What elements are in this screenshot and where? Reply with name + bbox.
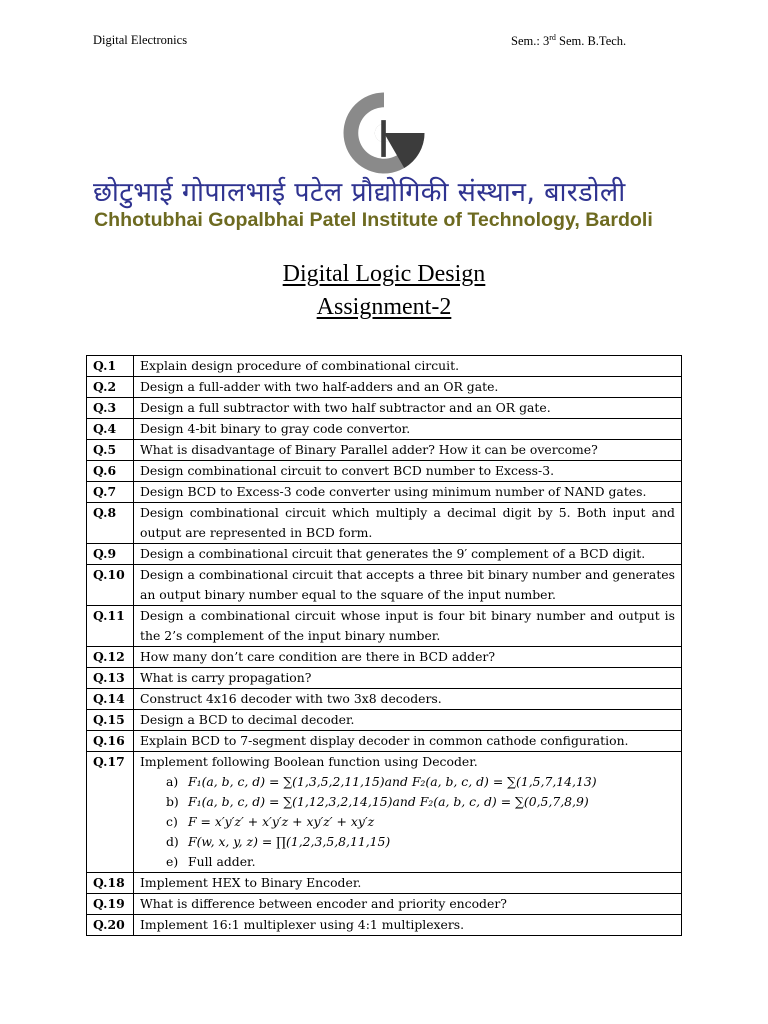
question-text: Design a full-adder with two half-adders and an OR gate. [140, 379, 499, 394]
question-row [87, 482, 682, 503]
subquestion-label: d) [166, 834, 179, 849]
question-number: Q.7 [87, 482, 134, 503]
question-text: Design a combinational circuit that generates the 9′ complement of a BCD digit. [140, 546, 646, 561]
question-text: Implement 16:1 multiplexer using 4:1 multiplexers. [140, 917, 465, 932]
question-cell [134, 668, 682, 689]
question-number: Q.2 [87, 377, 134, 398]
question-number: Q.10 [87, 565, 134, 606]
subquestion-text: F = x′y′z′ + x′y′z + xy′z′ + xy′z [188, 814, 375, 829]
question-number: Q.8 [87, 503, 134, 544]
question-number: Q.19 [87, 894, 134, 915]
subquestion-text: F₁(a, b, c, d) = ∑(1,3,5,2,11,15)and F₂(a, b, c, d) = ∑(1,5,7,14,13) [188, 774, 597, 789]
subquestion-item [166, 852, 675, 872]
question-cell [134, 482, 682, 503]
question-text: Implement HEX to Binary Encoder. [140, 875, 362, 890]
subquestion-label: c) [166, 814, 178, 829]
question-text: Explain design procedure of combinational circuit. [140, 358, 460, 373]
question-text: What is disadvantage of Binary Parallel adder? How it can be overcome? [140, 442, 598, 457]
question-number: Q.11 [87, 606, 134, 647]
question-cell [134, 544, 682, 565]
question-row [87, 565, 682, 606]
question-cell [134, 647, 682, 668]
question-row [87, 606, 682, 647]
question-text: What is carry propagation? [140, 670, 312, 685]
subquestion-text: F(w, x, y, z) = ∏(1,2,3,5,8,11,15) [188, 834, 391, 849]
document-subtitle: Assignment-2 [316, 294, 452, 320]
header-left: Digital Electronics [93, 33, 188, 47]
question-text: Design a full subtractor with two half subtractor and an OR gate. [140, 400, 551, 415]
subquestion-label: b) [166, 794, 179, 809]
question-text: Design a BCD to decimal decoder. [140, 712, 355, 727]
questions-table [86, 355, 682, 936]
subquestion-item [166, 792, 675, 812]
question-row [87, 731, 682, 752]
question-number: Q.17 [87, 752, 134, 873]
question-number: Q.4 [87, 419, 134, 440]
question-cell [134, 689, 682, 710]
question-number: Q.13 [87, 668, 134, 689]
question-cell [134, 356, 682, 377]
question-number: Q.18 [87, 873, 134, 894]
question-cell [134, 915, 682, 936]
question-cell [134, 398, 682, 419]
header-right [511, 33, 626, 49]
question-number: Q.5 [87, 440, 134, 461]
semester-sup: rd [549, 33, 556, 42]
question-cell [134, 606, 682, 647]
question-row [87, 419, 682, 440]
question-row [87, 668, 682, 689]
question-row [87, 752, 682, 873]
question-number: Q.3 [87, 398, 134, 419]
question-number: Q.9 [87, 544, 134, 565]
subquestion-item [166, 812, 675, 832]
question-text: Design a combinational circuit that accepts a three bit binary number and generates an output binary number equal to the square of the input number. [140, 567, 675, 602]
question-row [87, 689, 682, 710]
question-row [87, 503, 682, 544]
question-cell [134, 710, 682, 731]
subquestion-item [166, 772, 675, 792]
question-cell [134, 873, 682, 894]
question-row [87, 377, 682, 398]
subquestion-list [140, 772, 675, 872]
question-text: How many don’t care condition are there in BCD adder? [140, 649, 495, 664]
question-number: Q.6 [87, 461, 134, 482]
subquestion-label: a) [166, 774, 179, 789]
semester-suffix: Sem. B.Tech. [555, 34, 627, 48]
question-number: Q.16 [87, 731, 134, 752]
question-row [87, 461, 682, 482]
question-cell [134, 503, 682, 544]
subquestion-text: Full adder. [188, 854, 256, 869]
question-row [87, 398, 682, 419]
question-number: Q.14 [87, 689, 134, 710]
question-text: Construct 4x16 decoder with two 3x8 decoders. [140, 691, 442, 706]
question-row [87, 356, 682, 377]
question-cell [134, 752, 682, 873]
question-row [87, 894, 682, 915]
question-cell [134, 440, 682, 461]
question-text: Implement following Boolean function using Decoder. [140, 754, 478, 769]
semester-prefix: Sem.: 3 [511, 34, 550, 48]
question-text: Explain BCD to 7-segment display decoder in common cathode configuration. [140, 733, 629, 748]
question-number: Q.20 [87, 915, 134, 936]
institute-name-english: Chhotubhai Gopalbhai Patel Institute of Technology, Bardoli [94, 209, 653, 231]
question-number: Q.1 [87, 356, 134, 377]
question-text: Design combinational circuit which multiply a decimal digit by 5. Both input and output are represented in BCD form. [140, 505, 675, 540]
question-cell [134, 894, 682, 915]
question-text: What is difference between encoder and priority encoder? [140, 896, 507, 911]
question-text: Design 4-bit binary to gray code convertor. [140, 421, 411, 436]
institute-logo [338, 87, 430, 179]
question-number: Q.15 [87, 710, 134, 731]
question-row [87, 544, 682, 565]
question-cell [134, 731, 682, 752]
question-number: Q.12 [87, 647, 134, 668]
question-text: Design BCD to Excess-3 code converter using minimum number of NAND gates. [140, 484, 647, 499]
document-title: Digital Logic Design [282, 261, 486, 287]
institute-name-hindi: छोटुभाई गोपालभाई पटेल प्रौद्योगिकी संस्थान, बारडोली [93, 177, 626, 208]
subquestion-label: e) [166, 854, 179, 869]
question-row [87, 647, 682, 668]
subquestion-item [166, 832, 675, 852]
question-row [87, 440, 682, 461]
question-cell [134, 461, 682, 482]
subquestion-text: F₁(a, b, c, d) = ∑(1,12,3,2,14,15)and F₂(a, b, c, d) = ∑(0,5,7,8,9) [188, 794, 589, 809]
question-cell [134, 377, 682, 398]
question-row [87, 873, 682, 894]
question-cell [134, 419, 682, 440]
question-text: Design a combinational circuit whose input is four bit binary number and output is the 2’s complement of the input binary number. [140, 608, 675, 643]
question-row [87, 915, 682, 936]
question-row [87, 710, 682, 731]
question-text: Design combinational circuit to convert BCD number to Excess-3. [140, 463, 555, 478]
question-cell [134, 565, 682, 606]
